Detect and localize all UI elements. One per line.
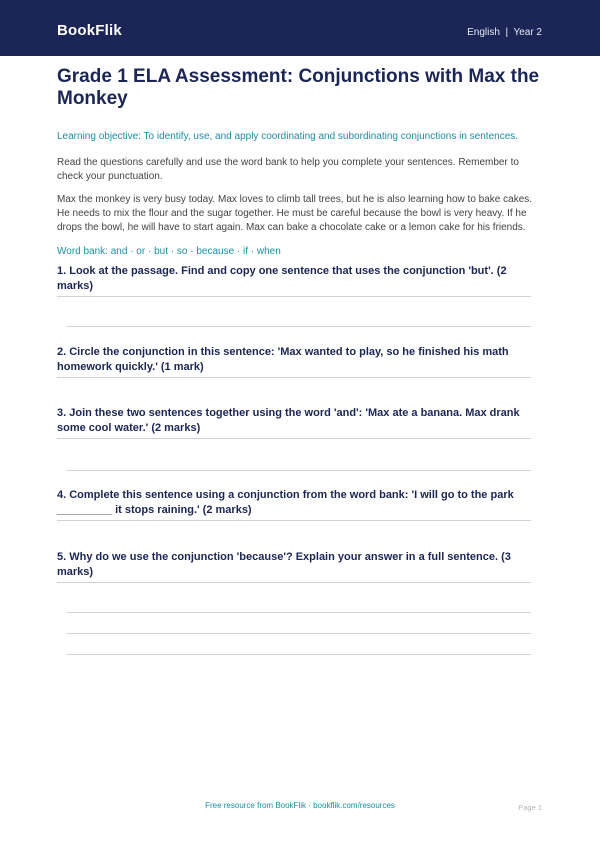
page-title: Grade 1 ELA Assessment: Conjunctions with Max the Monkey (57, 66, 540, 109)
subject-year: English | Year 2 (467, 27, 542, 38)
worksheet-content (57, 66, 543, 259)
answer-line[interactable] (67, 654, 531, 655)
question-3: 3. Join these two sentences together using the word 'and': 'Max ate a banana. Max drank some cool water.' (2 marks) (57, 406, 531, 439)
word-bank: Word bank: and · or · but · so · because · if · when (57, 246, 281, 257)
passage: Max the monkey is very busy today. Max loves to climb tall trees, but he is also learning how to bake cakes. He needs to mix the flour and the sugar together. He must be careful because the bowl is very heavy. If he drops the bowl, he will have to start again. Max can bake a chocolate cake or a lemon cake for his friends. (57, 194, 533, 233)
question-2: 2. Circle the conjunction in this sentence: 'Max wanted to play, so he finished his math homework quickly.' (1 mark) (57, 345, 531, 378)
footer-resource-link[interactable]: Free resource from BookFlik · bookflik.com/resources (205, 801, 395, 810)
instructions: Read the questions carefully and use the word bank to help you complete your sentences. Remember to check your punctuation. (57, 157, 519, 182)
question-5: 5. Why do we use the conjunction 'because'? Explain your answer in a full sentence. (3 marks) (57, 550, 531, 583)
question-4: 4. Complete this sentence using a conjunction from the word bank: 'I will go to the park _________ it stops raining.' (2 marks) (57, 488, 531, 521)
answer-line[interactable] (67, 612, 531, 613)
page-number: Page 1 (518, 803, 542, 812)
page-header (0, 0, 600, 56)
answer-line[interactable] (67, 633, 531, 634)
brand-logo: BookFlik (57, 22, 122, 39)
question-1: 1. Look at the passage. Find and copy one sentence that uses the conjunction 'but'. (2 marks) (57, 264, 531, 297)
learning-objective: Learning objective: To identify, use, and apply coordinating and subordinating conjunctions in sentences. (57, 131, 519, 142)
answer-line[interactable] (67, 470, 531, 471)
answer-line[interactable] (67, 326, 531, 327)
